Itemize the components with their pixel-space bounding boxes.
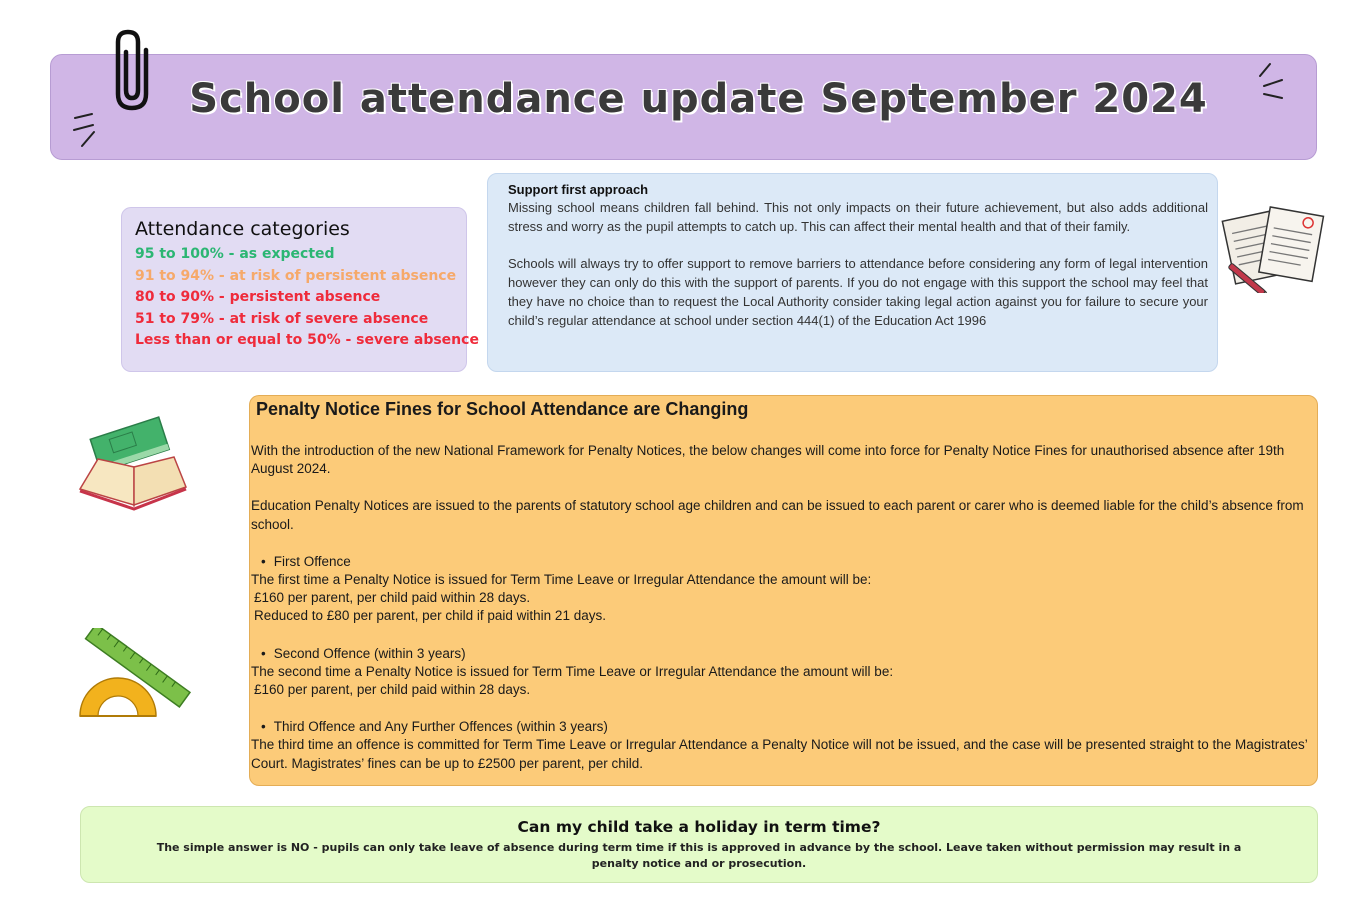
third-offence-title: • Third Offence and Any Further Offences (within 3 years) <box>251 718 1317 736</box>
second-offence-title: • Second Offence (within 3 years) <box>251 645 1317 663</box>
second-offence-line-1: £160 per parent, per child paid within 28 days. <box>254 682 531 698</box>
support-paragraph-1: Missing school means children fall behind. This not only impacts on their future achievement, but also adds additional stress and worry as the pupil attempts to catch up. This can affect their mental health and that of their family. <box>508 200 1208 234</box>
first-offence-line-1: £160 per parent, per child paid within 28 days. <box>254 590 531 606</box>
categories-heading: Attendance categories <box>135 218 350 240</box>
penalty-notice-card <box>249 395 1318 786</box>
category-risk-severe: 51 to 79% - at risk of severe absence <box>135 310 429 327</box>
support-paragraph-2: Schools will always try to offer support to remove barriers to attendance before considering any form of legal intervention however they can only do this with the support of parents. If you do not engage with this support the school may feel that they have no choice than to request the Local Authority consider taking legal action against you for failure to secure your child’s regular attendance at school under section 444(1) of the Education Act 1996 <box>508 256 1208 328</box>
ruler-protractor-icon <box>76 628 194 722</box>
penalty-heading: Penalty Notice Fines for School Attendance are Changing <box>256 399 749 419</box>
attendance-categories-card <box>121 207 479 372</box>
penalty-issued-text: Education Penalty Notices are issued to the parents of statutory school age children and can be issued to each parent or carer who is deemed liable for the child’s absence from school. <box>251 498 1304 532</box>
category-severe: Less than or equal to 50% - severe absence <box>135 332 479 348</box>
holiday-answer: The simple answer is NO - pupils can only take leave of absence during term time if this is approved in advance by the school. Leave taken without permission may result in a penalty notice and or prosecution. <box>156 841 1242 870</box>
penalty-intro: With the introduction of the new National Framework for Penalty Notices, the below changes will come into force for Penalty Notice Fines for unauthorised absence after 19th August 2024. <box>251 443 1285 477</box>
page-title: School attendance update September 2024 <box>189 76 1208 122</box>
holiday-card <box>80 806 1318 883</box>
first-offence-desc: The first time a Penalty Notice is issued for Term Time Leave or Irregular Attendance the amount will be: <box>251 572 872 588</box>
category-expected: 95 to 100% - as expected <box>135 246 335 262</box>
books-icon <box>76 415 190 519</box>
first-offence-title: • First Offence <box>251 553 1317 571</box>
category-risk-persistent: 91 to 94% - at risk of persistent absence <box>135 267 457 284</box>
holiday-question: Can my child take a holiday in term time? <box>517 818 881 836</box>
papers-pen-icon <box>1220 205 1332 293</box>
support-first-card <box>487 173 1218 372</box>
support-heading: Support first approach <box>508 182 649 197</box>
category-persistent: 80 to 90% - persistent absence <box>135 289 381 305</box>
third-offence-desc: The third time an offence is committed for Term Time Leave or Irregular Attendance a Penalty Notice will not be issued, and the case will be presented straight to the Magistrates’ Court. Magistrates’ fines can be up to £2500 per parent, per child. <box>251 737 1308 771</box>
second-offence-desc: The second time a Penalty Notice is issued for Term Time Leave or Irregular Attendance the amount will be: <box>251 663 894 679</box>
first-offence-line-2: Reduced to £80 per parent, per child if paid within 21 days. <box>254 608 606 624</box>
